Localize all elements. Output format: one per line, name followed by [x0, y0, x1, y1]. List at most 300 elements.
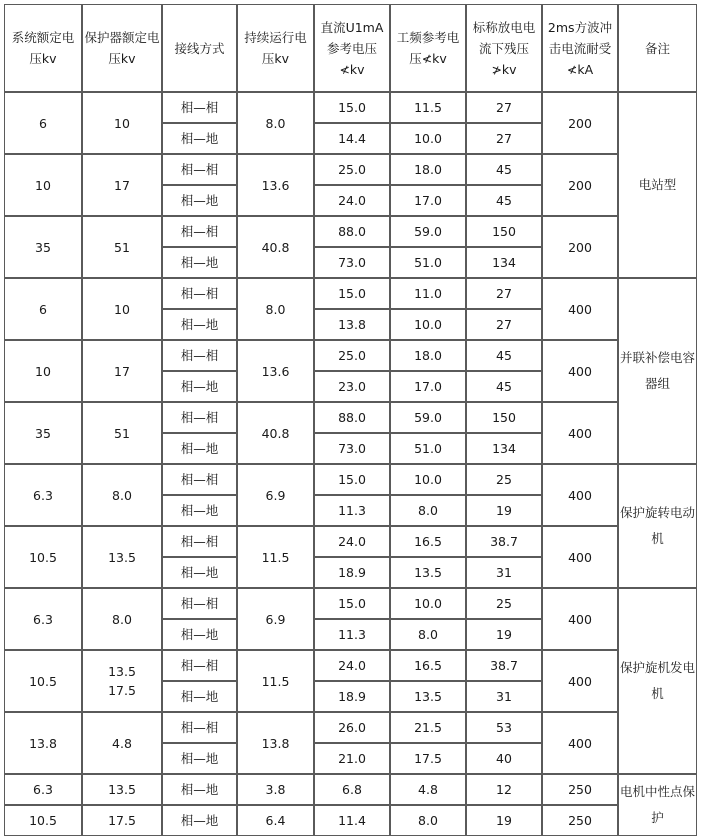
- cell-value: 13.6: [261, 177, 290, 193]
- residual-voltage-cell: [466, 123, 542, 154]
- continuous-voltage-cell: [237, 712, 314, 774]
- cell-value: 相—地: [180, 627, 219, 642]
- impulse-current-cell: [542, 805, 618, 836]
- header-dc-ref-voltage: [314, 4, 390, 92]
- continuous-voltage-cell: [237, 154, 314, 216]
- residual-voltage-cell: [466, 154, 542, 185]
- dc-ref-voltage-cell: [314, 433, 390, 464]
- residual-voltage-cell: [466, 309, 542, 340]
- cell-value: 6.9: [265, 487, 286, 503]
- cell-value: 相—地: [180, 503, 219, 518]
- cell-value: 相—相: [180, 286, 219, 301]
- cell-value: 11.5: [261, 549, 290, 565]
- residual-voltage-cell: [466, 774, 542, 805]
- remark-text: 并联补偿电容器组: [619, 350, 695, 391]
- cell-value: 25: [496, 472, 512, 487]
- impulse-current-cell: [542, 340, 618, 402]
- system-voltage-cell: [4, 154, 82, 216]
- pf-ref-voltage-cell: [390, 743, 466, 774]
- protector-voltage-cell: [82, 526, 162, 588]
- residual-voltage-cell: [466, 371, 542, 402]
- continuous-voltage-cell: [237, 650, 314, 712]
- pf-ref-voltage-cell: [390, 278, 466, 309]
- cell-value: 11.4: [338, 813, 366, 828]
- cell-value: 10.5: [29, 549, 57, 565]
- residual-voltage-cell: [466, 92, 542, 123]
- cell-value: 134: [492, 255, 516, 270]
- cell-value: 59.0: [414, 410, 442, 425]
- dc-ref-voltage-cell: [314, 526, 390, 557]
- cell-value: 相—相: [180, 224, 219, 239]
- dc-ref-voltage-cell: [314, 464, 390, 495]
- header-label: 工频参考电压≮kv: [396, 30, 460, 66]
- connection-cell: [162, 402, 237, 433]
- residual-voltage-cell: [466, 712, 542, 743]
- continuous-voltage-cell: [237, 526, 314, 588]
- header-residual-voltage: [466, 4, 542, 92]
- remark-text: 保护旋机发电机: [619, 660, 695, 701]
- dc-ref-voltage-cell: [314, 619, 390, 650]
- connection-cell: [162, 619, 237, 650]
- dc-ref-voltage-cell: [314, 650, 390, 681]
- dc-ref-voltage-cell: [314, 247, 390, 278]
- cell-value: 4.8: [112, 735, 132, 751]
- system-voltage-cell: [4, 402, 82, 464]
- header-continuous-voltage: [237, 4, 314, 92]
- cell-value: 10: [35, 177, 51, 193]
- cell-value: 相—地: [180, 131, 219, 146]
- cell-value: 200: [568, 115, 592, 131]
- cell-value: 150: [492, 224, 516, 239]
- cell-value: 17: [114, 177, 130, 193]
- connection-cell: [162, 309, 237, 340]
- remark-text: 电站型: [638, 177, 677, 192]
- cell-value: 10: [114, 115, 130, 131]
- header-label: 2ms方波冲击电流耐受≮kA: [547, 19, 613, 77]
- pf-ref-voltage-cell: [390, 340, 466, 371]
- cell-value: 400: [568, 735, 592, 751]
- protector-voltage-cell: [82, 278, 162, 340]
- cell-value: 12: [496, 782, 512, 797]
- cell-value: 11.5: [414, 100, 442, 115]
- protector-voltage-cell: [82, 154, 162, 216]
- impulse-current-cell: [542, 774, 618, 805]
- cell-value: 相—地: [180, 782, 219, 797]
- cell-value: 45: [496, 348, 512, 363]
- system-voltage-cell: [4, 464, 82, 526]
- connection-cell: [162, 464, 237, 495]
- cell-value: 31: [496, 565, 512, 580]
- cell-value: 15.0: [338, 596, 366, 611]
- cell-value: 相—相: [180, 348, 219, 363]
- pf-ref-voltage-cell: [390, 123, 466, 154]
- cell-value: 11.0: [414, 286, 442, 301]
- residual-voltage-cell: [466, 588, 542, 619]
- system-voltage-cell: [4, 526, 82, 588]
- cell-value: 19: [496, 503, 512, 518]
- cell-value: 相—地: [180, 441, 219, 456]
- cell-value: 相—相: [180, 162, 219, 177]
- cell-value: 15.0: [338, 472, 366, 487]
- protector-voltage-cell: [82, 216, 162, 278]
- cell-value: 相—地: [180, 813, 219, 828]
- residual-voltage-cell: [466, 619, 542, 650]
- cell-value: 14.4: [338, 131, 366, 146]
- cell-value: 27: [496, 286, 512, 301]
- residual-voltage-cell: [466, 216, 542, 247]
- impulse-current-cell: [542, 588, 618, 650]
- cell-value: 13.8: [29, 735, 57, 751]
- cell-value: 18.0: [414, 348, 442, 363]
- cell-value: 13.6: [261, 363, 290, 379]
- cell-value: 400: [568, 673, 592, 689]
- cell-value: 3.8: [265, 782, 286, 797]
- cell-value: 6.4: [265, 813, 286, 828]
- remark-text: 电机中性点保护: [619, 784, 695, 825]
- residual-voltage-cell: [466, 464, 542, 495]
- system-voltage-cell: [4, 216, 82, 278]
- pf-ref-voltage-cell: [390, 371, 466, 402]
- residual-voltage-cell: [466, 650, 542, 681]
- connection-cell: [162, 805, 237, 836]
- cell-value: 6.3: [33, 611, 53, 627]
- cell-value: 19: [496, 627, 512, 642]
- connection-cell: [162, 557, 237, 588]
- cell-value: 400: [568, 425, 592, 441]
- system-voltage-cell: [4, 340, 82, 402]
- pf-ref-voltage-cell: [390, 526, 466, 557]
- cell-value: 18.9: [338, 689, 366, 704]
- cell-value: 相—地: [180, 689, 219, 704]
- cell-value: 38.7: [490, 658, 518, 673]
- residual-voltage-cell: [466, 495, 542, 526]
- residual-voltage-cell: [466, 743, 542, 774]
- dc-ref-voltage-cell: [314, 278, 390, 309]
- cell-value: 16.5: [414, 534, 442, 549]
- protector-voltage-cell: [82, 92, 162, 154]
- header-label: 保护器额定电压kv: [84, 30, 160, 66]
- cell-value: 88.0: [338, 224, 366, 239]
- continuous-voltage-cell: [237, 805, 314, 836]
- protector-voltage-cell: [82, 650, 162, 712]
- cell-value: 400: [568, 611, 592, 627]
- cell-value: 相—相: [180, 472, 219, 487]
- cell-value: 51.0: [414, 255, 442, 270]
- protector-voltage-cell: [82, 712, 162, 774]
- cell-value: 13.5: [108, 549, 136, 565]
- cell-value: 40: [496, 751, 512, 766]
- remarks-cell: [618, 774, 697, 836]
- cell-value: 15.0: [338, 100, 366, 115]
- remarks-cell: [618, 464, 697, 588]
- cell-value: 19: [496, 813, 512, 828]
- cell-value: 18.0: [414, 162, 442, 177]
- cell-value: 相—相: [180, 534, 219, 549]
- pf-ref-voltage-cell: [390, 619, 466, 650]
- cell-value: 相—地: [180, 751, 219, 766]
- cell-value: 400: [568, 549, 592, 565]
- cell-value: 38.7: [490, 534, 518, 549]
- header-connection: [162, 4, 237, 92]
- pf-ref-voltage-cell: [390, 309, 466, 340]
- continuous-voltage-cell: [237, 278, 314, 340]
- dc-ref-voltage-cell: [314, 588, 390, 619]
- dc-ref-voltage-cell: [314, 743, 390, 774]
- cell-value: 6.3: [33, 487, 53, 503]
- cell-value: 59.0: [414, 224, 442, 239]
- cell-value: 73.0: [338, 255, 366, 270]
- remark-text: 保护旋转电动机: [619, 505, 695, 546]
- cell-value: 相—相: [180, 596, 219, 611]
- cell-value: 8.0: [418, 627, 438, 642]
- system-voltage-cell: [4, 805, 82, 836]
- cell-value: 13.8: [338, 317, 366, 332]
- cell-value: 13.5: [108, 782, 136, 797]
- cell-value: 13.5: [414, 689, 442, 704]
- cell-value: 相—地: [180, 193, 219, 208]
- cell-value: 25.0: [338, 348, 366, 363]
- pf-ref-voltage-cell: [390, 185, 466, 216]
- pf-ref-voltage-cell: [390, 92, 466, 123]
- cell-value: 相—相: [180, 720, 219, 735]
- cell-value: 24.0: [338, 193, 366, 208]
- cell-value: 24.0: [338, 658, 366, 673]
- dc-ref-voltage-cell: [314, 557, 390, 588]
- protector-voltage-cell: [82, 464, 162, 526]
- cell-value: 10.0: [414, 317, 442, 332]
- cell-value: 150: [492, 410, 516, 425]
- cell-value: 6.8: [342, 782, 362, 797]
- cell-value: 17.5: [108, 813, 136, 828]
- cell-value: 8.0: [418, 503, 438, 518]
- remarks-cell: [618, 92, 697, 278]
- connection-cell: [162, 743, 237, 774]
- residual-voltage-cell: [466, 681, 542, 712]
- cell-value: 11.3: [338, 503, 366, 518]
- cell-value: 10.0: [414, 131, 442, 146]
- cell-value: 相—地: [180, 317, 219, 332]
- system-voltage-cell: [4, 650, 82, 712]
- dc-ref-voltage-cell: [314, 92, 390, 123]
- cell-value: 相—地: [180, 565, 219, 580]
- cell-value: 17.0: [414, 379, 442, 394]
- cell-value: 10.0: [414, 596, 442, 611]
- dc-ref-voltage-cell: [314, 712, 390, 743]
- cell-value: 8.0: [265, 301, 286, 317]
- header-protector-voltage: [82, 4, 162, 92]
- protector-voltage-cell: [82, 774, 162, 805]
- residual-voltage-cell: [466, 278, 542, 309]
- impulse-current-cell: [542, 92, 618, 154]
- cell-value: 51.0: [414, 441, 442, 456]
- connection-cell: [162, 712, 237, 743]
- impulse-current-cell: [542, 216, 618, 278]
- pf-ref-voltage-cell: [390, 433, 466, 464]
- cell-value: 27: [496, 131, 512, 146]
- continuous-voltage-cell: [237, 402, 314, 464]
- cell-value: 相—相: [180, 658, 219, 673]
- cell-value: 17.5: [414, 751, 442, 766]
- cell-value: 11.3: [338, 627, 366, 642]
- cell-value: 10: [35, 363, 51, 379]
- cell-value: 27: [496, 317, 512, 332]
- cell-value: 24.0: [338, 534, 366, 549]
- pf-ref-voltage-cell: [390, 805, 466, 836]
- cell-value: 13.5: [414, 565, 442, 580]
- cell-value: 8.0: [418, 813, 438, 828]
- connection-cell: [162, 340, 237, 371]
- connection-cell: [162, 681, 237, 712]
- cell-value: 6: [39, 115, 47, 131]
- cell-value: 17: [114, 363, 130, 379]
- continuous-voltage-cell: [237, 588, 314, 650]
- dc-ref-voltage-cell: [314, 309, 390, 340]
- dc-ref-voltage-cell: [314, 805, 390, 836]
- protector-voltage-cell: [82, 805, 162, 836]
- connection-cell: [162, 216, 237, 247]
- pf-ref-voltage-cell: [390, 588, 466, 619]
- cell-value: 134: [492, 441, 516, 456]
- connection-cell: [162, 185, 237, 216]
- cell-value: 200: [568, 177, 592, 193]
- residual-voltage-cell: [466, 185, 542, 216]
- cell-value: 35: [35, 239, 51, 255]
- connection-cell: [162, 92, 237, 123]
- pf-ref-voltage-cell: [390, 402, 466, 433]
- cell-value: 10: [114, 301, 130, 317]
- dc-ref-voltage-cell: [314, 340, 390, 371]
- cell-value: 相—地: [180, 379, 219, 394]
- connection-cell: [162, 495, 237, 526]
- dc-ref-voltage-cell: [314, 216, 390, 247]
- cell-value: 400: [568, 301, 592, 317]
- cell-value: 17.0: [414, 193, 442, 208]
- cell-value: 相—相: [180, 100, 219, 115]
- remarks-cell: [618, 278, 697, 464]
- residual-voltage-cell: [466, 433, 542, 464]
- cell-value: 400: [568, 363, 592, 379]
- cell-value: 26.0: [338, 720, 366, 735]
- residual-voltage-cell: [466, 557, 542, 588]
- pf-ref-voltage-cell: [390, 247, 466, 278]
- connection-cell: [162, 588, 237, 619]
- cell-value: 51: [114, 239, 130, 255]
- pf-ref-voltage-cell: [390, 557, 466, 588]
- cell-value: 21.0: [338, 751, 366, 766]
- cell-value: 45: [496, 162, 512, 177]
- dc-ref-voltage-cell: [314, 495, 390, 526]
- impulse-current-cell: [542, 712, 618, 774]
- cell-value: 21.5: [414, 720, 442, 735]
- continuous-voltage-cell: [237, 464, 314, 526]
- connection-cell: [162, 650, 237, 681]
- connection-cell: [162, 774, 237, 805]
- cell-value: 10.5: [29, 673, 57, 689]
- cell-value: 73.0: [338, 441, 366, 456]
- connection-cell: [162, 123, 237, 154]
- header-remarks: [618, 4, 697, 92]
- dc-ref-voltage-cell: [314, 774, 390, 805]
- cell-value: 53: [496, 720, 512, 735]
- cell-value: 250: [568, 782, 592, 797]
- cell-value: 8.0: [112, 611, 132, 627]
- cell-value: 18.9: [338, 565, 366, 580]
- cell-value: 10.5: [29, 813, 57, 828]
- cell-value: 11.5: [261, 673, 290, 689]
- residual-voltage-cell: [466, 402, 542, 433]
- header-system-voltage: [4, 4, 82, 92]
- cell-value: 13.8: [261, 735, 290, 751]
- pf-ref-voltage-cell: [390, 650, 466, 681]
- system-voltage-cell: [4, 92, 82, 154]
- header-label: 系统额定电压kv: [11, 30, 75, 66]
- header-label: 标称放电电流下残压≯kv: [472, 19, 536, 77]
- header-label: 接线方式: [174, 40, 225, 56]
- cell-value: 51: [114, 425, 130, 441]
- connection-cell: [162, 154, 237, 185]
- connection-cell: [162, 278, 237, 309]
- cell-value: 40.8: [261, 425, 290, 441]
- cell-value: 200: [568, 239, 592, 255]
- cell-value: 15.0: [338, 286, 366, 301]
- cell-value: 相—地: [180, 255, 219, 270]
- cell-value: 4.8: [418, 782, 438, 797]
- impulse-current-cell: [542, 402, 618, 464]
- pf-ref-voltage-cell: [390, 464, 466, 495]
- protector-voltage-cell: [82, 402, 162, 464]
- pf-ref-voltage-cell: [390, 681, 466, 712]
- dc-ref-voltage-cell: [314, 154, 390, 185]
- cell-value: 17.5: [108, 683, 136, 698]
- protector-voltage-cell: [82, 588, 162, 650]
- continuous-voltage-cell: [237, 774, 314, 805]
- cell-value: 25: [496, 596, 512, 611]
- cell-value: 88.0: [338, 410, 366, 425]
- dc-ref-voltage-cell: [314, 371, 390, 402]
- protector-voltage-cell: [82, 340, 162, 402]
- cell-value: 27: [496, 100, 512, 115]
- pf-ref-voltage-cell: [390, 495, 466, 526]
- residual-voltage-cell: [466, 526, 542, 557]
- connection-cell: [162, 371, 237, 402]
- cell-value: 25.0: [338, 162, 366, 177]
- dc-ref-voltage-cell: [314, 681, 390, 712]
- system-voltage-cell: [4, 588, 82, 650]
- cell-value: 45: [496, 193, 512, 208]
- residual-voltage-cell: [466, 340, 542, 371]
- cell-value: 6.3: [33, 782, 53, 797]
- system-voltage-cell: [4, 712, 82, 774]
- cell-value: 40.8: [261, 239, 290, 255]
- dc-ref-voltage-cell: [314, 123, 390, 154]
- cell-value: 13.5: [108, 664, 136, 679]
- system-voltage-cell: [4, 774, 82, 805]
- cell-value: 6: [39, 301, 47, 317]
- impulse-current-cell: [542, 650, 618, 712]
- impulse-current-cell: [542, 526, 618, 588]
- continuous-voltage-cell: [237, 340, 314, 402]
- cell-value: 8.0: [112, 487, 132, 503]
- impulse-current-cell: [542, 278, 618, 340]
- cell-value: 45: [496, 379, 512, 394]
- impulse-current-cell: [542, 154, 618, 216]
- pf-ref-voltage-cell: [390, 154, 466, 185]
- cell-value: 250: [568, 813, 592, 828]
- impulse-current-cell: [542, 464, 618, 526]
- cell-value: 35: [35, 425, 51, 441]
- dc-ref-voltage-cell: [314, 185, 390, 216]
- header-impulse-current: [542, 4, 618, 92]
